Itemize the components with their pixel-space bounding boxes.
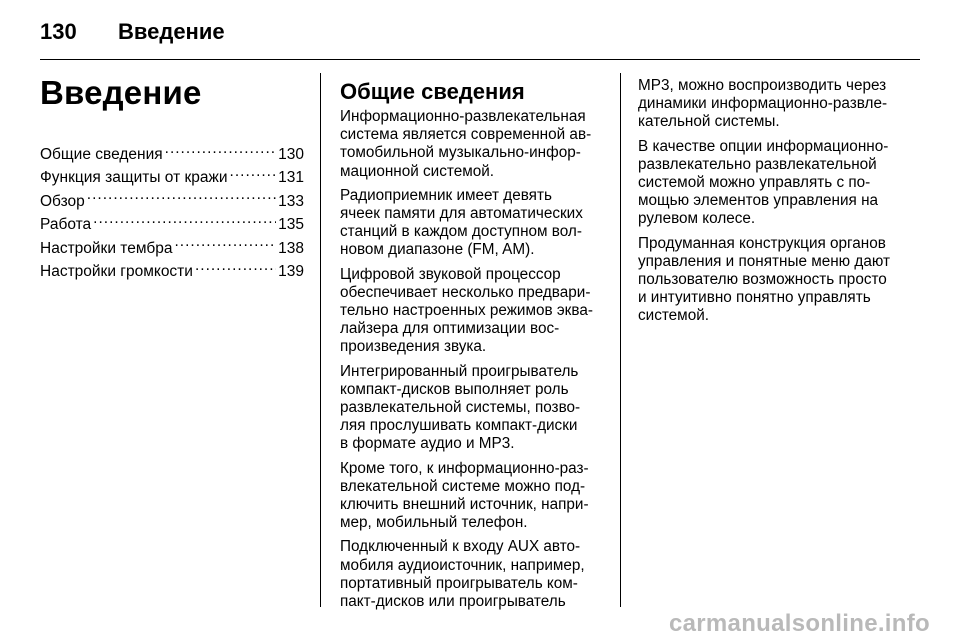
toc-entry-page: 131	[278, 169, 304, 187]
toc-entry[interactable]	[40, 237, 304, 260]
paragraph	[340, 460, 608, 533]
text-line: произведения звука.	[340, 338, 487, 356]
toc-leader-dots	[195, 261, 276, 277]
toc-entry-page: 133	[278, 192, 304, 210]
toc-entry-page: 130	[278, 146, 304, 163]
text-line: новом диапазоне (FM, AM).	[340, 241, 535, 259]
column-divider-2	[620, 73, 621, 607]
text-line: динамики информационно-развле-	[638, 95, 888, 113]
toc-leader-dots	[165, 144, 276, 160]
text-line: системой можно управлять с по-	[638, 174, 871, 192]
toc-entry-page: 138	[278, 239, 304, 257]
toc-entry-title: Общие сведения	[40, 146, 163, 163]
paragraph	[340, 187, 608, 260]
paragraph	[638, 235, 908, 326]
column-divider-1	[320, 73, 321, 607]
toc-entry[interactable]	[40, 143, 304, 166]
toc-entry[interactable]	[40, 213, 304, 236]
toc-leader-dots	[230, 167, 277, 183]
paragraph	[638, 77, 908, 132]
text-line: пользователю возможность просто	[638, 271, 887, 289]
text-line: обеспечивает несколько предвари-	[340, 283, 591, 301]
paragraph	[340, 538, 608, 611]
text-line: ключить внешний источник, напри-	[340, 496, 589, 514]
chapter-title: Введение	[40, 74, 202, 111]
toc-entry[interactable]	[40, 260, 304, 283]
text-line: Продуманная конструкция органов	[638, 234, 886, 252]
text-line: томобильной музыкально-инфор-	[340, 144, 581, 162]
toc-entry-title: Работа	[40, 216, 92, 234]
watermark: carmanualsonline.info	[668, 610, 930, 637]
text-line: рулевом колесе.	[638, 210, 756, 228]
section-title: Общие сведения	[340, 79, 525, 104]
text-line: кательной системы.	[638, 113, 780, 131]
paragraph	[340, 363, 608, 454]
paragraph	[340, 266, 608, 357]
text-line: мер, мобильный телефон.	[340, 514, 528, 532]
text-line: ячеек памяти для автоматических	[340, 205, 583, 223]
running-head-title: Введение	[118, 19, 225, 44]
text-line: и интуитивно понятно управлять	[638, 289, 871, 307]
toc-entry-title: Функция защиты от кражи	[40, 169, 228, 187]
text-line: развлекательной системы, позво-	[340, 399, 581, 417]
toc-leader-dots	[174, 237, 276, 253]
text-line: Кроме того, к информационно-раз-	[340, 459, 589, 477]
text-line: мощью элементов управления на	[638, 192, 879, 210]
text-line: мационной системой.	[340, 162, 495, 180]
toc-leader-dots	[87, 190, 276, 206]
text-line: портативный проигрыватель ком-	[340, 574, 578, 592]
paragraph	[340, 108, 608, 181]
text-line: развлекательно развлекательной	[638, 155, 877, 173]
text-column-1	[340, 80, 608, 617]
text-line: системой.	[638, 307, 710, 325]
toc-entry-page: 139	[278, 263, 304, 281]
text-line: MP3, можно воспроизводить через	[638, 77, 887, 94]
text-line: Подключенный к входу AUX авто-	[340, 538, 581, 556]
text-line: мобиля аудиоисточник, например,	[340, 556, 585, 574]
text-line: Цифровой звуковой процессор	[340, 265, 561, 283]
page-header	[40, 14, 920, 50]
text-line: в формате аудио и MP3.	[340, 435, 515, 453]
text-column-2	[638, 77, 908, 332]
toc-entry-title: Настройки тембра	[40, 239, 173, 257]
header-rule	[40, 59, 920, 60]
text-line: влекательной системе можно под-	[340, 477, 586, 495]
paragraph	[638, 138, 908, 229]
table-of-contents	[40, 143, 304, 283]
text-line: пакт-дисков или проигрыватель	[340, 593, 566, 611]
text-line: станций в каждом доступном вол-	[340, 223, 582, 241]
toc-entry-title: Обзор	[40, 192, 85, 210]
text-line: Информационно-развлекательная	[340, 108, 586, 125]
toc-column	[40, 73, 304, 283]
toc-entry-page: 135	[278, 216, 304, 234]
toc-entry-title: Настройки громкости	[40, 263, 193, 281]
text-line: Интегрированный проигрыватель	[340, 362, 579, 380]
toc-entry[interactable]	[40, 190, 304, 213]
text-line: В качестве опции информационно-	[638, 137, 889, 155]
text-line: система является современной ав-	[340, 126, 592, 144]
text-line: управления и понятные меню дают	[638, 252, 890, 270]
text-line: ляя прослушивать компакт-диски	[340, 417, 578, 435]
section-body-continued	[638, 77, 908, 326]
page-number: 130	[40, 19, 77, 44]
text-line: Радиоприемник имеет девять	[340, 186, 552, 204]
toc-entry[interactable]	[40, 166, 304, 189]
text-line: лайзера для оптимизации вос-	[340, 320, 560, 338]
section-body	[340, 108, 608, 611]
text-line: тельно настроенных режимов эква-	[340, 302, 593, 320]
text-line: компакт-дисков выполняет роль	[340, 380, 569, 398]
toc-leader-dots	[93, 214, 276, 230]
